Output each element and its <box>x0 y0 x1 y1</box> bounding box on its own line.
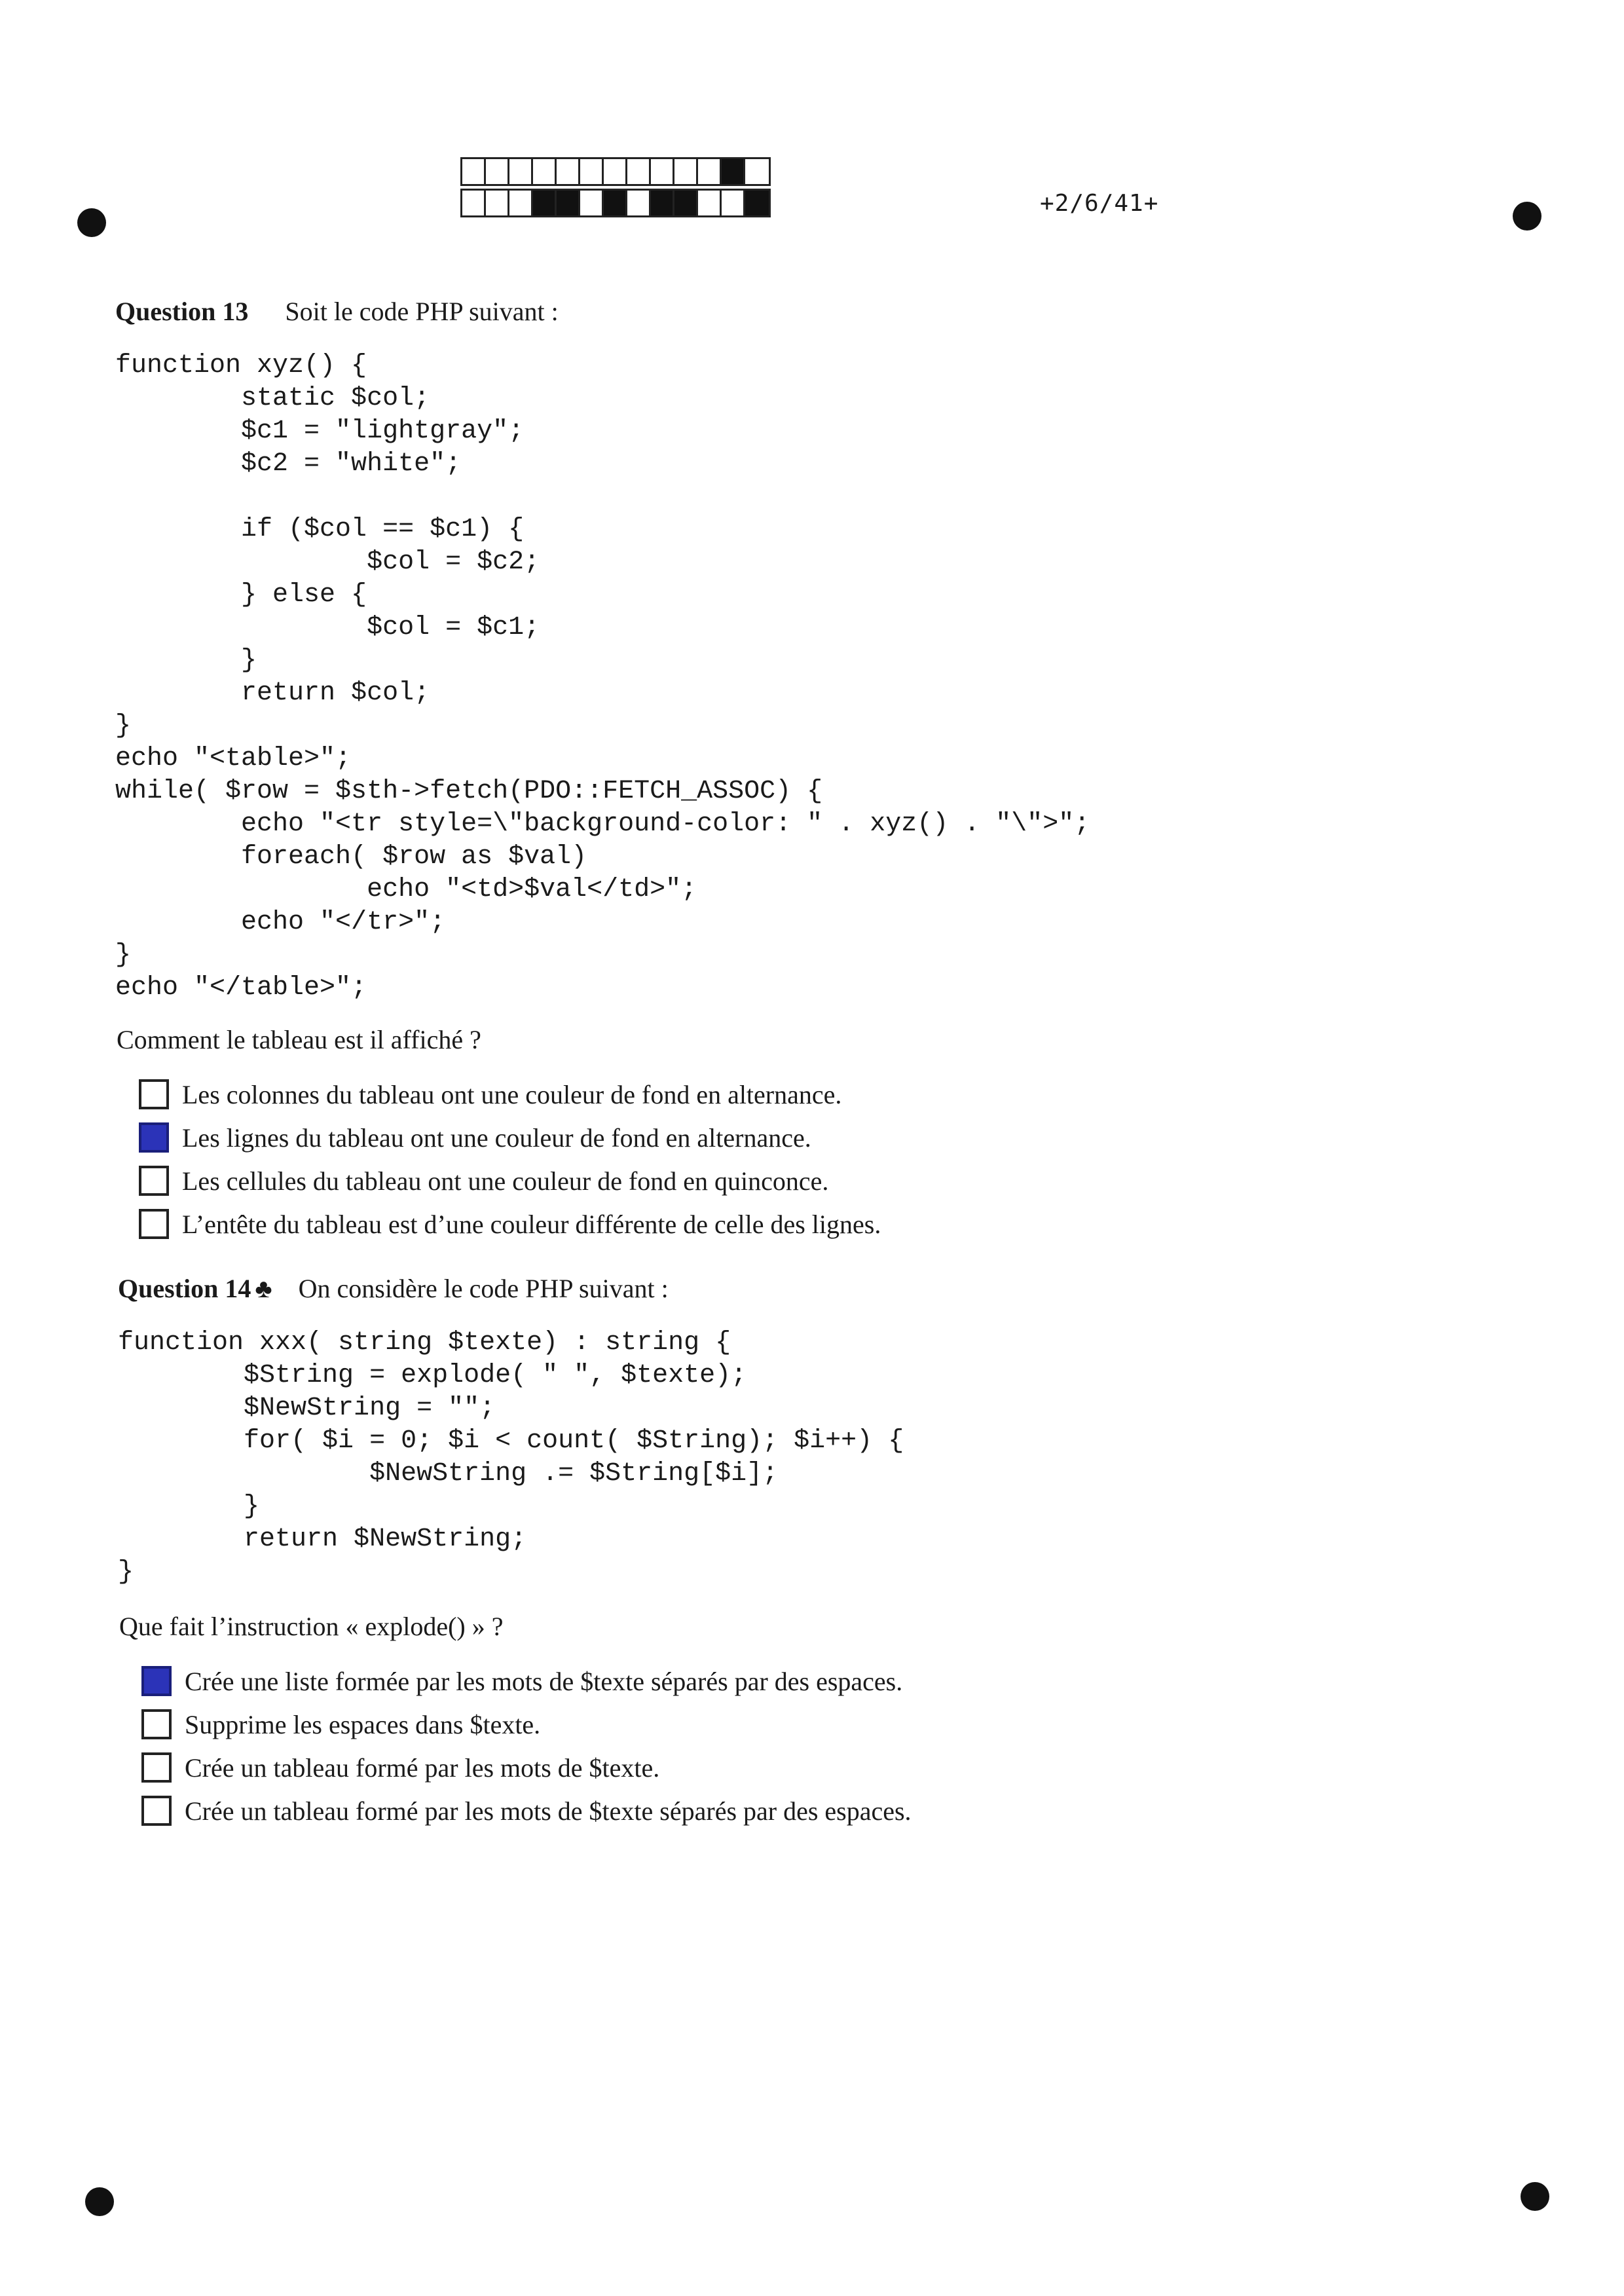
question-13-header <box>115 296 559 327</box>
id-box-cell <box>462 159 486 184</box>
id-box-cell <box>486 191 509 215</box>
question-13-intro: Soit le code PHP suivant : <box>285 297 559 326</box>
q14-option-4-checkbox[interactable] <box>141 1796 172 1826</box>
id-box-cell <box>745 159 769 184</box>
q13-option-1-label: Les colonnes du tableau ont une couleur de fond en alternance. <box>182 1079 842 1109</box>
q13-option-2-checkbox[interactable] <box>139 1122 169 1153</box>
question-14-intro: On considère le code PHP suivant : <box>298 1274 669 1303</box>
club-icon: ♣ <box>255 1274 272 1303</box>
id-box-cell <box>604 191 627 215</box>
question-13-prompt: Comment le tableau est il affiché ? <box>117 1025 481 1054</box>
q13-option-3-label: Les cellules du tableau ont une couleur de fond en quinconce. <box>182 1166 829 1196</box>
id-box-cell <box>557 191 580 215</box>
id-box-cell <box>509 159 533 184</box>
q13-option-4-label: L’entête du tableau est d’une couleur différente de celle des lignes. <box>182 1209 881 1239</box>
q13-option-2-label: Les lignes du tableau ont une couleur de fond en alternance. <box>182 1122 811 1153</box>
registration-mark-top-left <box>77 208 106 237</box>
q14-option-3-checkbox[interactable] <box>141 1752 172 1783</box>
question-14-options <box>141 1659 912 1832</box>
registration-mark-bottom-left <box>85 2187 114 2216</box>
question-14-code: function xxx( string $texte) : string { $String = explode( " ", $texte); $NewString = ""; for( $i = 0; $i < count( $String); $i++) { $NewString .= $String[$i]; } return $NewString; } <box>118 1328 904 1587</box>
question-14-prompt: Que fait l’instruction « explode() » ? <box>119 1612 504 1641</box>
id-box-cell <box>604 159 627 184</box>
id-box-cell <box>533 191 557 215</box>
question-13-options <box>139 1073 881 1246</box>
id-box-cell <box>674 191 698 215</box>
q14-option-4[interactable] <box>141 1789 912 1832</box>
q13-option-3-checkbox[interactable] <box>139 1166 169 1196</box>
id-box-cell <box>509 191 533 215</box>
page-code: +2/6/41+ <box>1040 190 1159 217</box>
question-14-label: Question 14 ♣ <box>118 1274 272 1303</box>
registration-mark-bottom-right <box>1521 2182 1549 2211</box>
question-13-label: Question 13 <box>115 297 249 326</box>
id-box-cell <box>533 159 557 184</box>
q13-option-1-checkbox[interactable] <box>139 1079 169 1109</box>
id-box-cell <box>580 191 604 215</box>
q14-option-1-checkbox[interactable] <box>141 1666 172 1696</box>
id-box-cell <box>722 191 745 215</box>
id-box-cell <box>651 159 674 184</box>
id-box-cell <box>698 159 722 184</box>
student-id-boxes-row-1 <box>460 157 771 186</box>
q14-option-3[interactable] <box>141 1746 912 1789</box>
q14-option-3-label: Crée un tableau formé par les mots de $texte. <box>185 1752 660 1783</box>
student-id-boxes-row-2 <box>460 189 771 217</box>
id-box-cell <box>462 191 486 215</box>
id-box-cell <box>722 159 745 184</box>
q14-option-4-label: Crée un tableau formé par les mots de $texte séparés par des espaces. <box>185 1796 912 1826</box>
q14-option-1-label: Crée une liste formée par les mots de $texte séparés par des espaces. <box>185 1666 903 1696</box>
id-box-cell <box>580 159 604 184</box>
id-box-cell <box>651 191 674 215</box>
q14-option-2-label: Supprime les espaces dans $texte. <box>185 1709 541 1739</box>
question-13-code: function xyz() { static $col; $c1 = "lightgray"; $c2 = "white"; if ($col == $c1) { $col = $c2; } else { $col = $c1; } return $col; } echo "<table>"; while( $row = $sth->fetch(PDO::FETCH_ASSOC) { echo "<tr style=\"background-color: " . xyz() . "\">"; foreach( $row as $val) echo "<td>$val</td>"; echo "</tr>"; } echo "</table>"; <box>115 351 1090 1003</box>
id-box-cell <box>486 159 509 184</box>
id-box-cell <box>627 159 651 184</box>
q13-option-4-checkbox[interactable] <box>139 1209 169 1239</box>
id-box-cell <box>745 191 769 215</box>
q14-option-1[interactable] <box>141 1659 912 1703</box>
id-box-cell <box>557 159 580 184</box>
id-box-cell <box>698 191 722 215</box>
registration-mark-top-right <box>1513 202 1541 231</box>
question-14-header <box>118 1273 669 1304</box>
q14-option-2-checkbox[interactable] <box>141 1709 172 1739</box>
id-box-cell <box>674 159 698 184</box>
q13-option-4[interactable] <box>139 1202 881 1246</box>
q13-option-1[interactable] <box>139 1073 881 1116</box>
q13-option-3[interactable] <box>139 1159 881 1202</box>
id-box-cell <box>627 191 651 215</box>
q14-option-2[interactable] <box>141 1703 912 1746</box>
q13-option-2[interactable] <box>139 1116 881 1159</box>
